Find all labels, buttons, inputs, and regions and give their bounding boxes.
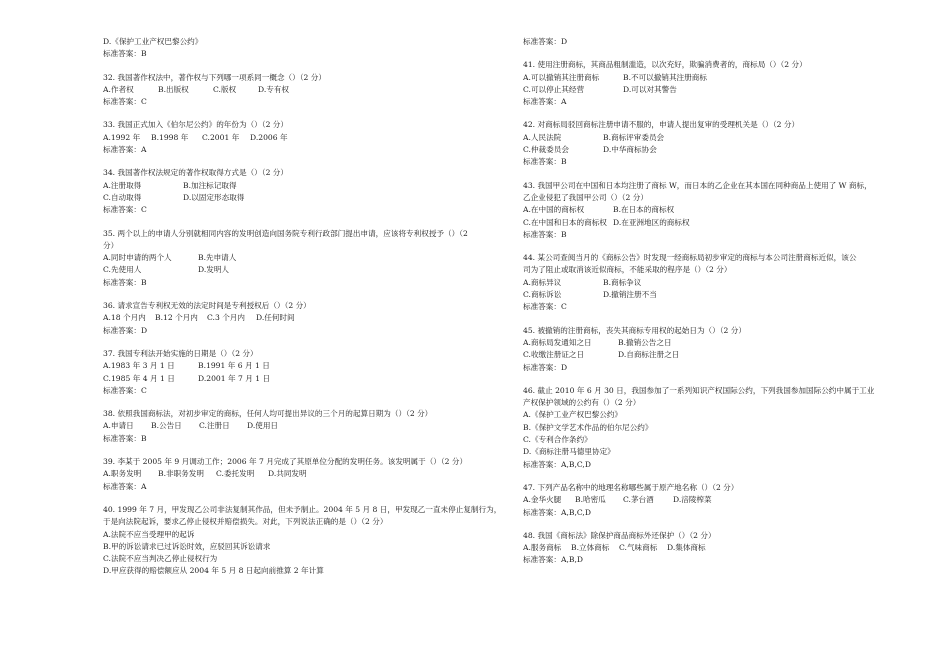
question-39-options [103, 468, 498, 480]
question-37-stem: 37. 我国专利法开始实施的日期是（）（2 分） [103, 348, 258, 358]
option: C.先使用人 [103, 265, 142, 275]
option: A.金华火腿 [523, 495, 562, 505]
option: B.不可以撤销其注册商标 [623, 72, 707, 82]
option: A.1983 年 3 月 1 日 [103, 361, 175, 371]
option: D.中华商标协会 [603, 145, 657, 155]
option: C.委托发明 [216, 469, 255, 479]
option: A.在中国的商标权 [523, 205, 585, 215]
question-34-options-row2 [103, 192, 498, 204]
option: A.人民法院 [523, 132, 562, 142]
option: B.公告日 [151, 421, 182, 431]
option: A.作者权 [103, 84, 134, 94]
question-41-stem: 41. 使用注册商标，其商品粗制滥造，以次充好，欺骗消费者的，商标局（）（2 分） [523, 60, 807, 70]
option: C.可以停止其经营 [523, 84, 585, 94]
option: A.职务发明 [103, 469, 142, 479]
option: D.集体商标 [667, 543, 706, 553]
question-42-stem: 42. 对商标局驳回商标注册申请不服的，申请人提出复审的受理机关是（）（2 分） [523, 120, 800, 130]
option: A.申请日 [103, 421, 134, 431]
option: C.2001 年 [202, 132, 240, 142]
answer: 标准答案：A [103, 481, 147, 491]
option-b: B.《保护文学艺术作品的伯尔尼公约》 [523, 422, 653, 432]
question-35-stem: 35. 两个以上的申请人分别就相同内容的发明创造向国务院专利行政部门提出申请，应该将专利权授予（）（2 [103, 228, 468, 238]
answer: 标准答案：B [103, 277, 147, 287]
option: C.气味商标 [619, 543, 658, 553]
option: D.在亚洲地区的商标权 [613, 217, 690, 227]
question-44-stem-cont: 司为了阻止或取消该近似商标，不能采取的程序是（）（2 分） [523, 265, 732, 275]
question-43-options-row1 [523, 204, 853, 216]
answer: 标准答案：A,B,D [523, 555, 583, 565]
question-43-stem-cont: 乙企业侵犯了我国甲公司（）（2 分） [523, 192, 648, 202]
option: A.商标局发通知之日 [523, 337, 592, 347]
question-46-stem: 46. 截止 2010 年 6 月 30 日，我国参加了一系列知识产权国际公约，下列我国参加国际公约中属于工业 [523, 385, 875, 395]
question-44-stem: 44. 某公司查阅当月的《商标公告》时发现一经商标局初步审定的商标与本公司注册商标近似，该公 [523, 253, 857, 263]
option: D.共同发明 [268, 469, 307, 479]
option: B.12 个月内 [155, 313, 198, 323]
option: A.同时申请的两个人 [103, 253, 172, 263]
answer: 标准答案：B [523, 157, 567, 167]
question-48-stem: 48. 我国《商标法》除保护商品商标外还保护（）（2 分） [523, 530, 716, 540]
answer: 标准答案：C [103, 97, 147, 107]
question-47-stem: 47. 下列产品名称中的地理名称哪些属于原产地名称（）（2 分） [523, 482, 739, 492]
option: D.自商标注册之日 [618, 350, 680, 360]
answer: 标准答案：C [103, 385, 147, 395]
question-43-stem: 43. 我国甲公司在中国和日本均注册了商标 W，而日本的乙企业在其本国在同种商品上使用了 W 商标， [523, 180, 872, 190]
answer: 标准答案：C [523, 302, 567, 312]
question-44-options-row2 [523, 289, 853, 301]
question-46-stem-cont: 产权保护领域的公约有（）（2 分） [523, 398, 641, 408]
question-48-options [523, 542, 853, 554]
question-45-options-row1 [523, 337, 853, 349]
question-41-options-row1 [523, 72, 853, 84]
question-33-options [103, 132, 498, 144]
question-33-stem: 33. 我国正式加入《伯尔尼公约》的年份为（）（2 分） [103, 120, 288, 130]
question-34-stem: 34. 我国著作权法规定的著作权取得方式是（）（2 分） [103, 168, 288, 178]
option: A.1992 年 [103, 132, 141, 142]
option-d: D.《保护工业产权巴黎公约》 [103, 37, 203, 46]
option-c: C.《专利合作条约》 [523, 435, 592, 445]
option: C.在中国和日本的商标权 [523, 217, 607, 227]
option: C.收缴注册证之日 [523, 350, 585, 360]
option: C.3 个月内 [207, 313, 245, 323]
question-32-stem: 32. 我国著作权法中，著作权与下列哪一项系同一概念（）（2 分） [103, 72, 326, 82]
question-37-options-row2 [103, 373, 498, 385]
answer: 标准答案：D [523, 37, 568, 46]
option: B.商标争议 [603, 277, 642, 287]
option: B.出版权 [158, 84, 189, 94]
option-a: A.《保护工业产权巴黎公约》 [523, 410, 623, 420]
answer: 标准答案：B [523, 229, 567, 239]
question-35-options-row1 [103, 252, 498, 264]
option: D.专有权 [258, 84, 290, 94]
question-40-stem-cont: 于是向法院起诉，要求乙停止侵权并赔偿损失。对此，下列说法正确的是（）（2 分） [103, 517, 388, 527]
option-d: D.甲应获得的赔偿额应从 2004 年 5 月 8 日起向前推算 2 年计算 [103, 566, 324, 576]
question-44-options-row1 [523, 277, 853, 289]
option: D.发明人 [198, 265, 230, 275]
question-41-options-row2 [523, 84, 853, 96]
answer: 标准答案：B [103, 433, 147, 443]
question-35-options-row2 [103, 264, 498, 276]
option: C.自动取得 [103, 192, 142, 202]
question-36-stem: 36. 请求宣告专利权无效的法定时间是专利授权后（）（2 分） [103, 301, 311, 311]
option: B.1991 年 6 月 1 日 [198, 361, 270, 371]
option: B.立体商标 [571, 543, 610, 553]
question-36-options [103, 312, 498, 324]
option: D.可以对其警告 [623, 84, 677, 94]
answer: 标准答案：D [103, 325, 148, 335]
question-32-options [103, 84, 498, 96]
right-column [523, 36, 875, 567]
question-43-options-row2 [523, 217, 853, 229]
question-40-stem: 40. 1999 年 7 月，甲发现乙公司非法复制其作品，但未予制止。2004 年 5 月 8 日，甲发现乙一直未停止复制行为， [103, 504, 502, 514]
answer: 标准答案：A,B,C,D [523, 507, 591, 517]
left-column [103, 36, 502, 578]
option: B.加注标记取得 [183, 180, 237, 190]
option: C.1985 年 4 月 1 日 [103, 373, 175, 383]
answer: 标准答案：A [103, 145, 147, 155]
option: B.非职务发明 [158, 469, 204, 479]
option: B.在日本的商标权 [613, 205, 675, 215]
option: A.注册取得 [103, 180, 142, 190]
option: B.先申请人 [198, 253, 237, 263]
option: A.可以撤销其注册商标 [523, 72, 600, 82]
option: C.仲裁委员会 [523, 145, 569, 155]
answer: 标准答案：A,B,C,D [523, 459, 591, 469]
question-35-stem-cont: 分） [103, 240, 119, 250]
option: B.商标评审委员会 [603, 132, 665, 142]
answer: 标准答案：C [103, 205, 147, 215]
question-34-options-row1 [103, 180, 498, 192]
option: D.涪陵榨菜 [673, 495, 712, 505]
option: D.撤销注册不当 [603, 290, 657, 300]
question-42-options-row2 [523, 144, 853, 156]
option: A.服务商标 [523, 543, 562, 553]
option: B.撤销公告之日 [618, 337, 672, 347]
option: C.注册日 [199, 421, 230, 431]
option: A.18 个月内 [103, 313, 146, 323]
answer: 标准答案：B [103, 49, 147, 59]
option: D.以固定形态取得 [183, 192, 245, 202]
option: D.2001 年 7 月 1 日 [198, 373, 271, 383]
question-38-stem: 38. 依照我国商标法，对初步审定的商标，任何人均可提出异议的三个月的起算日期为（）（2 分） [103, 409, 433, 419]
option: D.2006 年 [250, 132, 288, 142]
option: A.商标异议 [523, 277, 562, 287]
question-47-options [523, 494, 853, 506]
option: C.商标诉讼 [523, 290, 562, 300]
question-39-stem: 39. 李某于 2005 年 9 月调动工作；2006 年 7 月完成了其原单位分配的发明任务。该发明属于（）（2 分） [103, 457, 468, 467]
option: C.版权 [213, 84, 237, 94]
option: B.1998 年 [151, 132, 189, 142]
answer: 标准答案：D [523, 362, 568, 372]
option-a: A.法院不应当受理甲的起诉 [103, 529, 195, 539]
question-37-options-row1 [103, 360, 498, 372]
option-b: B.甲的诉讼请求已过诉讼时效，应驳回其诉讼请求 [103, 541, 271, 551]
question-42-options-row1 [523, 132, 853, 144]
option: D.任何时间 [256, 313, 295, 323]
option: C.茅台酒 [623, 495, 654, 505]
answer: 标准答案：A [523, 97, 567, 107]
option-d: D.《商标注册马德里协定》 [523, 447, 615, 457]
option-c: C.法院不应当判决乙停止侵权行为 [103, 554, 218, 564]
option: B.哈密瓜 [575, 495, 606, 505]
question-45-stem: 45. 被撤销的注册商标，丧失其商标专用权的起始日为（）（2 分） [523, 325, 746, 335]
question-45-options-row2 [523, 349, 853, 361]
option: D.使用日 [247, 421, 279, 431]
question-38-options [103, 420, 498, 432]
